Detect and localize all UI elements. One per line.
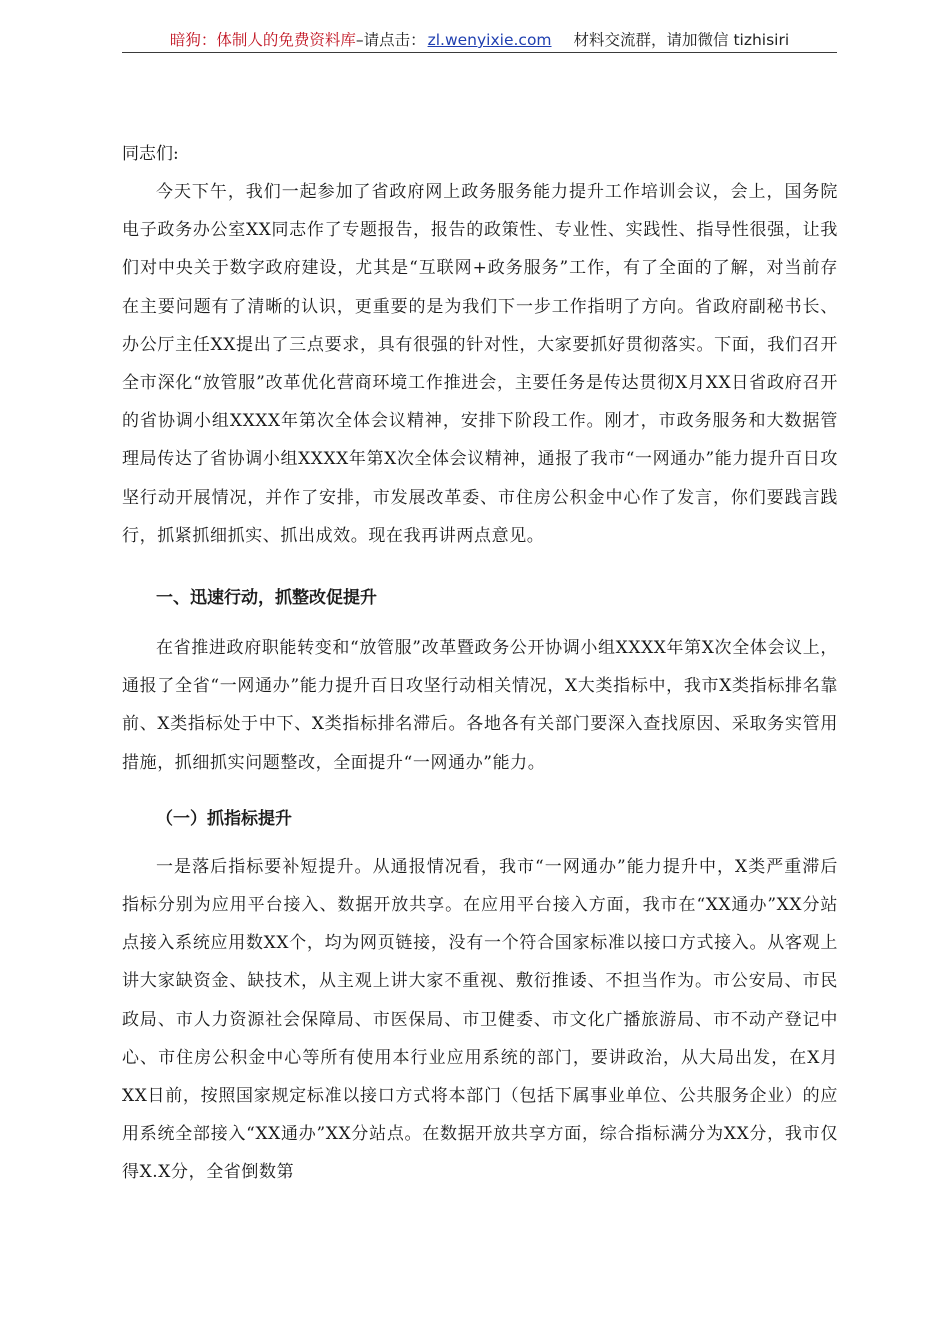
page-header — [122, 30, 837, 53]
document-body — [122, 135, 838, 1192]
header-brand: 暗狗：体制人的免费资料库 — [169, 31, 356, 49]
intro-paragraph: 今天下午，我们一起参加了省政府网上政务服务能力提升工作培训会议，会上，国务院电子政务办公室XX同志作了专题报告，报告的政策性、专业性、实践性、指导性很强，让我们对中央关于数字政府建设，尤其是“互联网+政务服务”工作，有了全面的了解，对当前存在主要问题有了清晰的认识，更重要的是为我们下一步工作指明了方向。省政府副秘书长、办公厅主任XX提出了三点要求，具有很强的针对性，大家要抓好贯彻落实。下面，我们召开全市深化“放管服”改革优化营商环境工作推进会，主要任务是传达贯彻X月XX日省政府召开的省协调小组XXXX年第次全体会议精神，安排下阶段工作。刚才，市政务服务和大数据管理局传达了省协调小组XXXX年第X次全体会议精神，通报了我市“一网通办”能力提升百日攻坚行动开展情况，并作了安排，市发展改革委、市住房公积金中心作了发言，你们要践言践行，抓紧抓细抓实、抓出成效。现在我再讲两点意见。 — [122, 182, 838, 546]
header-contact: 材料交流群，请加微信 tizhisiri — [573, 31, 790, 49]
header-url-link[interactable]: zl.wenyixie.com — [427, 31, 552, 49]
subsection1-heading: （一）抓指标提升 — [156, 808, 292, 829]
header-click-prompt: –请点击： — [355, 31, 426, 49]
salutation: 同志们: — [122, 144, 179, 164]
section1-paragraph: 在省推进政府职能转变和“放管服”改革暨政务公开协调小组XXXX年第X次全体会议上，通报了全省“一网通办”能力提升百日攻坚行动相关情况，X大类指标中，我市X类指标排名靠前、X类指标处于中下、X类指标排名滞后。各地各有关部门要深入查找原因、采取务实管用措施，抓细抓实问题整改，全面提升“一网通办”能力。 — [122, 638, 838, 773]
subsection1-paragraph: 一是落后指标要补短提升。从通报情况看，我市“一网通办”能力提升中，X类严重滞后指标分别为应用平台接入、数据开放共享。在应用平台接入方面，我市在“XX通办”XX分站点接入系统应用数XX个，均为网页链接，没有一个符合国家标准以接口方式接入。从客观上讲大家缺资金、缺技术，从主观上讲大家不重视、敷衍推诿、不担当作为。市公安局、市民政局、市人力资源社会保障局、市医保局、市卫健委、市文化广播旅游局、市不动产登记中心、市住房公积金中心等所有使用本行业应用系统的部门，要讲政治，从大局出发，在X月XX日前，按照国家规定标准以接口方式将本部门（包括下属事业单位、公共服务企业）的应用系统全部接入“XX通办”XX分站点。在数据开放共享方面，综合指标满分为XX分，我市仅得X.X分，全省倒数第 — [122, 856, 838, 1183]
section1-heading: 一、迅速行动，抓整改促提升 — [156, 588, 377, 609]
